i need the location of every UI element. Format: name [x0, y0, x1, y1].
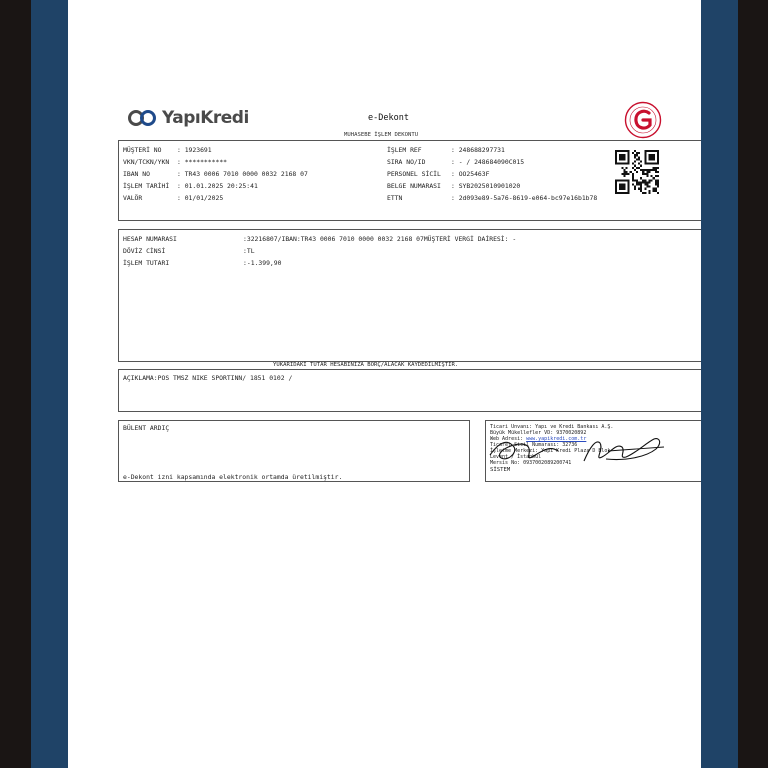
account-number-label: HESAP NUMARASI — [123, 235, 177, 243]
sequence-id-value: : - / 248684090C015 — [451, 158, 525, 166]
document-number-label: BELGE NUMARASI — [387, 182, 441, 190]
tax-id-label: VKN/TCKN/YKN — [123, 158, 170, 166]
amount-label: İŞLEM TUTARI — [123, 259, 170, 267]
iban-value: : TR43 0006 7010 0000 0032 2168 07 — [177, 170, 308, 178]
signature-icon — [486, 421, 666, 471]
customer-no-label: MÜŞTERİ NO — [123, 146, 162, 154]
electronic-issue-note: e-Dekont izni kapsamında elektronik ortamda üretilmiştir. — [123, 473, 343, 481]
head-office-address: İşletme Merkezi: Yapı Kredi Plaza D Blok — [490, 448, 611, 454]
debit-credit-notice: YUKARIDAKİ TUTAR HESABINIZA BORÇ/ALACAK KAYDEDİLMİŞTİR. — [273, 362, 459, 368]
tax-id-value: : *********** — [177, 158, 228, 166]
ettn-value: : 2d093e89-5a76-8619-e064-bc97e16b1b78 — [451, 194, 598, 202]
description-box — [118, 369, 701, 412]
system-label: SİSTEM — [490, 467, 511, 473]
account-number-value: :32216807/IBAN:TR43 0006 7010 0000 0032 2168 07MÜŞTERİ VERGİ DAİRESİ: - — [243, 235, 517, 243]
currency-value: :TL — [243, 247, 255, 255]
bank-logo — [128, 106, 249, 130]
web-address-label: Web Adresi: — [490, 436, 527, 442]
iban-label: IBAN NO — [123, 170, 150, 178]
sequence-id-label: SIRA NO/ID — [387, 158, 426, 166]
amount-value: :-1.399,90 — [243, 259, 282, 267]
customer-info-box — [118, 140, 701, 221]
yapikredi-logo-icon — [128, 108, 158, 128]
staff-registry-label: PERSONEL SİCİL — [387, 170, 441, 178]
transaction-ref-value: : 248688297731 — [451, 146, 505, 154]
account-holder-box — [118, 420, 470, 482]
document-title: e-Dekont — [368, 113, 409, 123]
bank-trade-name: Ticari Unvanı: Yapı ve Kredi Bankası A.Ş. — [490, 424, 614, 430]
document-number-value: : SYB2025010901020 — [451, 182, 521, 190]
description-text: AÇIKLAMA:POS TMSZ NIKE SPORTINN/ 1851 0102 / — [123, 374, 293, 382]
transaction-date-value: : 01.01.2025 20:25:41 — [177, 182, 258, 190]
qr-code-icon — [615, 150, 659, 194]
receipt-document — [68, 0, 701, 768]
staff-registry-value: : OO25463F — [451, 170, 490, 178]
bank-info-box — [485, 420, 701, 482]
document-subtitle: MUHASEBE İŞLEM DEKONTU — [344, 132, 419, 138]
trade-registry-number: Ticaret Sicil Numarası: 32736 — [490, 442, 578, 448]
left-border-stripe — [31, 0, 68, 768]
transaction-ref-label: İŞLEM REF — [387, 146, 422, 154]
transaction-details-box — [118, 229, 701, 362]
value-date-value: : 01/01/2025 — [177, 194, 224, 202]
ettn-label: ETTN — [387, 194, 403, 202]
customer-no-value: : 1923691 — [177, 146, 212, 154]
mersis-number: Mersis No: 0937002089200741 — [490, 460, 572, 466]
transaction-date-label: İŞLEM TARİHİ — [123, 182, 170, 190]
gelir-idaresi-seal-icon — [624, 101, 662, 139]
bank-tax-office: Büyük Mükellefler VD: 9370020892 — [490, 430, 587, 436]
head-office-city: Levent / İstanbul — [490, 454, 542, 460]
account-holder-name: BÜLENT ARDIÇ — [123, 424, 170, 432]
value-date-label: VALÖR — [123, 194, 143, 202]
right-border-stripe — [701, 0, 738, 768]
bank-logo-text: YapıKredi — [162, 108, 249, 128]
web-address-link[interactable]: www.yapikredi.com.tr — [526, 436, 587, 442]
currency-label: DÖVİZ CİNSİ — [123, 247, 166, 255]
